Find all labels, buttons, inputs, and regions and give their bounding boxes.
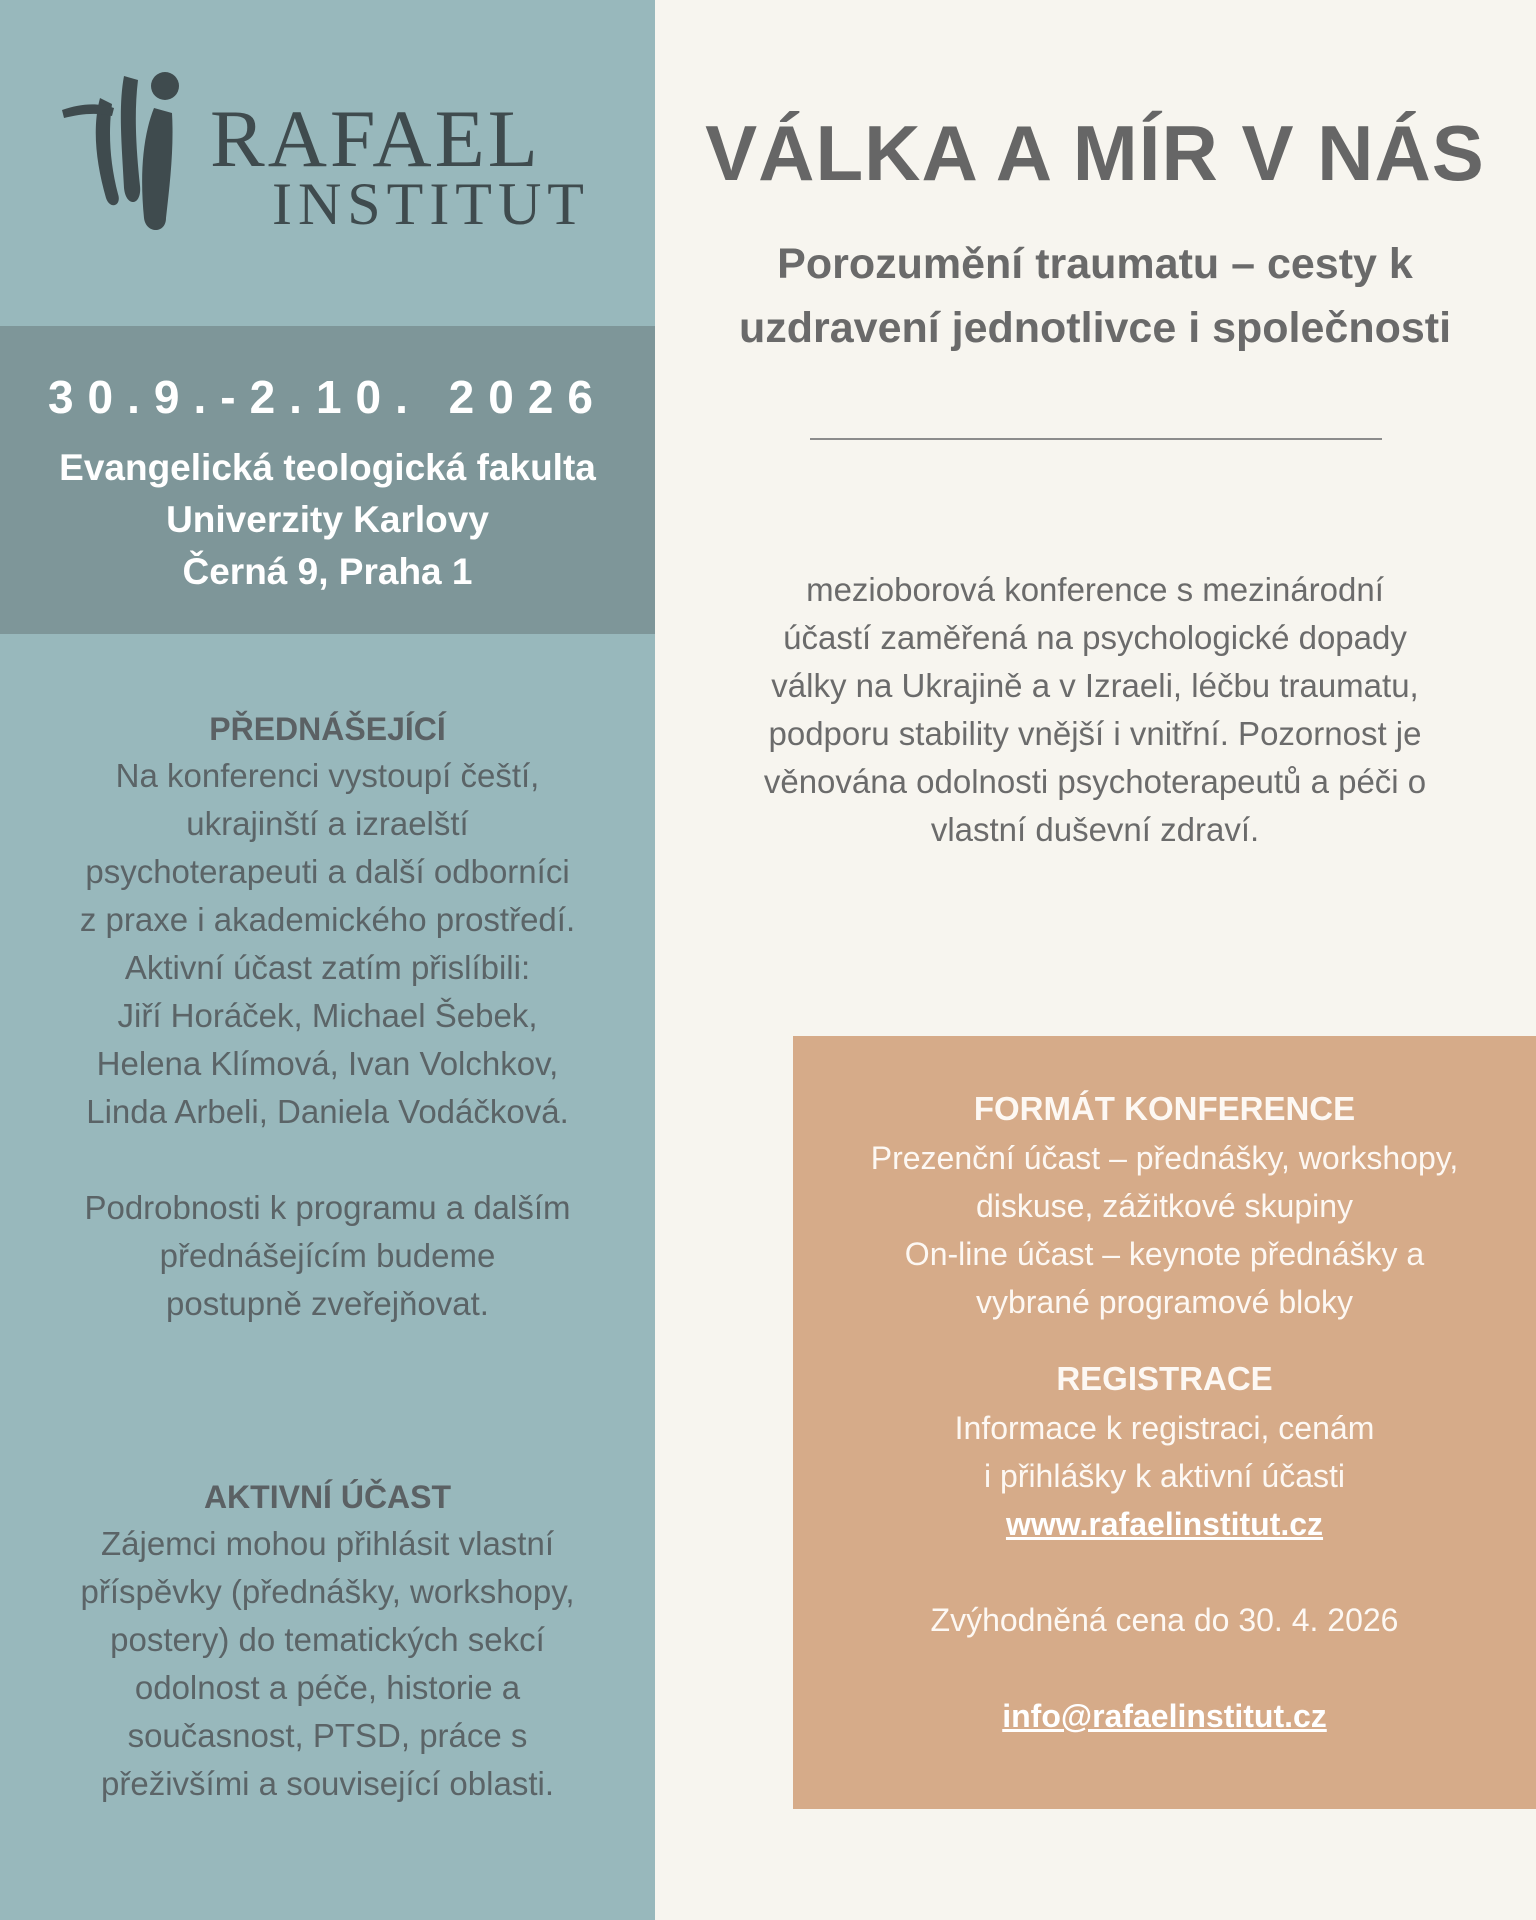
description-line: účastí zaměřená na psychologické dopady <box>783 619 1407 656</box>
active-line: příspěvky (přednášky, workshopy, <box>80 1573 575 1610</box>
speakers-body <box>20 752 635 1328</box>
subtitle-line: uzdravení jednotlivce i společnosti <box>738 304 1452 352</box>
venue-line: Černá 9, Praha 1 <box>182 551 473 592</box>
logo-wordmark <box>210 93 590 237</box>
rafael-figures-icon <box>62 68 202 238</box>
active-body <box>20 1520 635 1808</box>
speakers-section <box>20 706 635 1328</box>
speakers-note-line: přednášejícím budeme <box>159 1237 496 1274</box>
left-panel <box>0 0 655 1920</box>
speakers-line: z praxe i akademického prostředí. <box>79 901 576 938</box>
venue-line: Evangelická teologická fakulta <box>59 447 596 488</box>
speakers-line: Na konferenci vystoupí čeští, <box>115 757 540 794</box>
active-line: Zájemci mohou přihlásit vlastní <box>100 1525 554 1562</box>
date-venue-block <box>0 326 655 634</box>
speakers-line: Jiří Horáček, Michael Šebek, <box>117 997 538 1034</box>
active-line: současnost, PTSD, práce s <box>127 1717 528 1754</box>
description-line: podporu stability vnější i vnitřní. Pozornost je <box>768 715 1422 752</box>
speakers-line: Helena Klímová, Ivan Volchkov, <box>96 1045 559 1082</box>
conference-title: VÁLKA A MÍR V NÁS <box>705 109 1485 197</box>
description-line: vlastní duševní zdraví. <box>930 811 1260 848</box>
speakers-line: ukrajinští a izraelští <box>186 805 469 842</box>
format-line: On-line účast – keynote přednášky a <box>904 1236 1425 1272</box>
active-line: odolnost a péče, historie a <box>134 1669 521 1706</box>
speakers-heading: PŘEDNÁŠEJÍCÍ <box>209 711 446 747</box>
speakers-line: Linda Arbeli, Daniela Vodáčková. <box>86 1093 569 1130</box>
format-heading: FORMÁT KONFERENCE <box>973 1090 1356 1127</box>
registration-body <box>793 1404 1536 1500</box>
description-line: mezioborová konference s mezinárodní <box>806 571 1384 608</box>
logo-line-rafael: RAFAEL <box>210 93 541 184</box>
venue-line: Univerzity Karlovy <box>166 499 489 540</box>
format-line: vybrané programové bloky <box>975 1284 1354 1320</box>
subtitle-line: Porozumění traumatu – cesty k <box>777 240 1413 288</box>
description-line: věnována odolnosti psychoterapeutů a péči o <box>763 763 1427 800</box>
description-line: války na Ukrajině a v Izraeli, léčbu traumatu, <box>771 667 1419 704</box>
format-registration-box <box>793 1036 1536 1809</box>
speakers-line: Aktivní účast zatím přislíbili: <box>124 949 531 986</box>
registration-line: i přihlášky k aktivní účasti <box>983 1458 1345 1494</box>
active-heading: AKTIVNÍ ÚČAST <box>203 1479 452 1515</box>
speakers-note-line: Podrobnosti k programu a dalším <box>84 1189 571 1226</box>
speakers-line: psychoterapeuti a další odborníci <box>85 853 570 890</box>
format-body <box>793 1134 1536 1326</box>
active-participation-section <box>20 1474 635 1808</box>
conference-subtitle <box>660 232 1530 360</box>
discount-note: Zvýhodněná cena do 30. 4. 2026 <box>930 1602 1399 1638</box>
format-line: diskuse, zážitkové skupiny <box>975 1188 1354 1224</box>
active-line: postery) do tematických sekcí <box>110 1621 545 1658</box>
logo <box>62 68 590 248</box>
active-line: přeživšími a související oblasti. <box>101 1765 554 1802</box>
conference-description <box>680 566 1510 854</box>
registration-line: Informace k registraci, cenám <box>954 1410 1375 1446</box>
divider <box>810 438 1382 440</box>
event-date: 30.9.-2.10. 2026 <box>47 371 608 423</box>
registration-heading: REGISTRACE <box>1056 1360 1273 1397</box>
speakers-note-line: postupně zveřejňovat. <box>166 1285 489 1322</box>
event-venue <box>0 442 655 598</box>
logo-line-institut: INSTITUT <box>272 171 590 237</box>
format-line: Prezenční účast – přednášky, workshopy, <box>870 1140 1459 1176</box>
website-link[interactable]: www.rafaelinstitut.cz <box>1005 1506 1324 1542</box>
email-link[interactable]: info@rafaelinstitut.cz <box>1002 1698 1327 1734</box>
